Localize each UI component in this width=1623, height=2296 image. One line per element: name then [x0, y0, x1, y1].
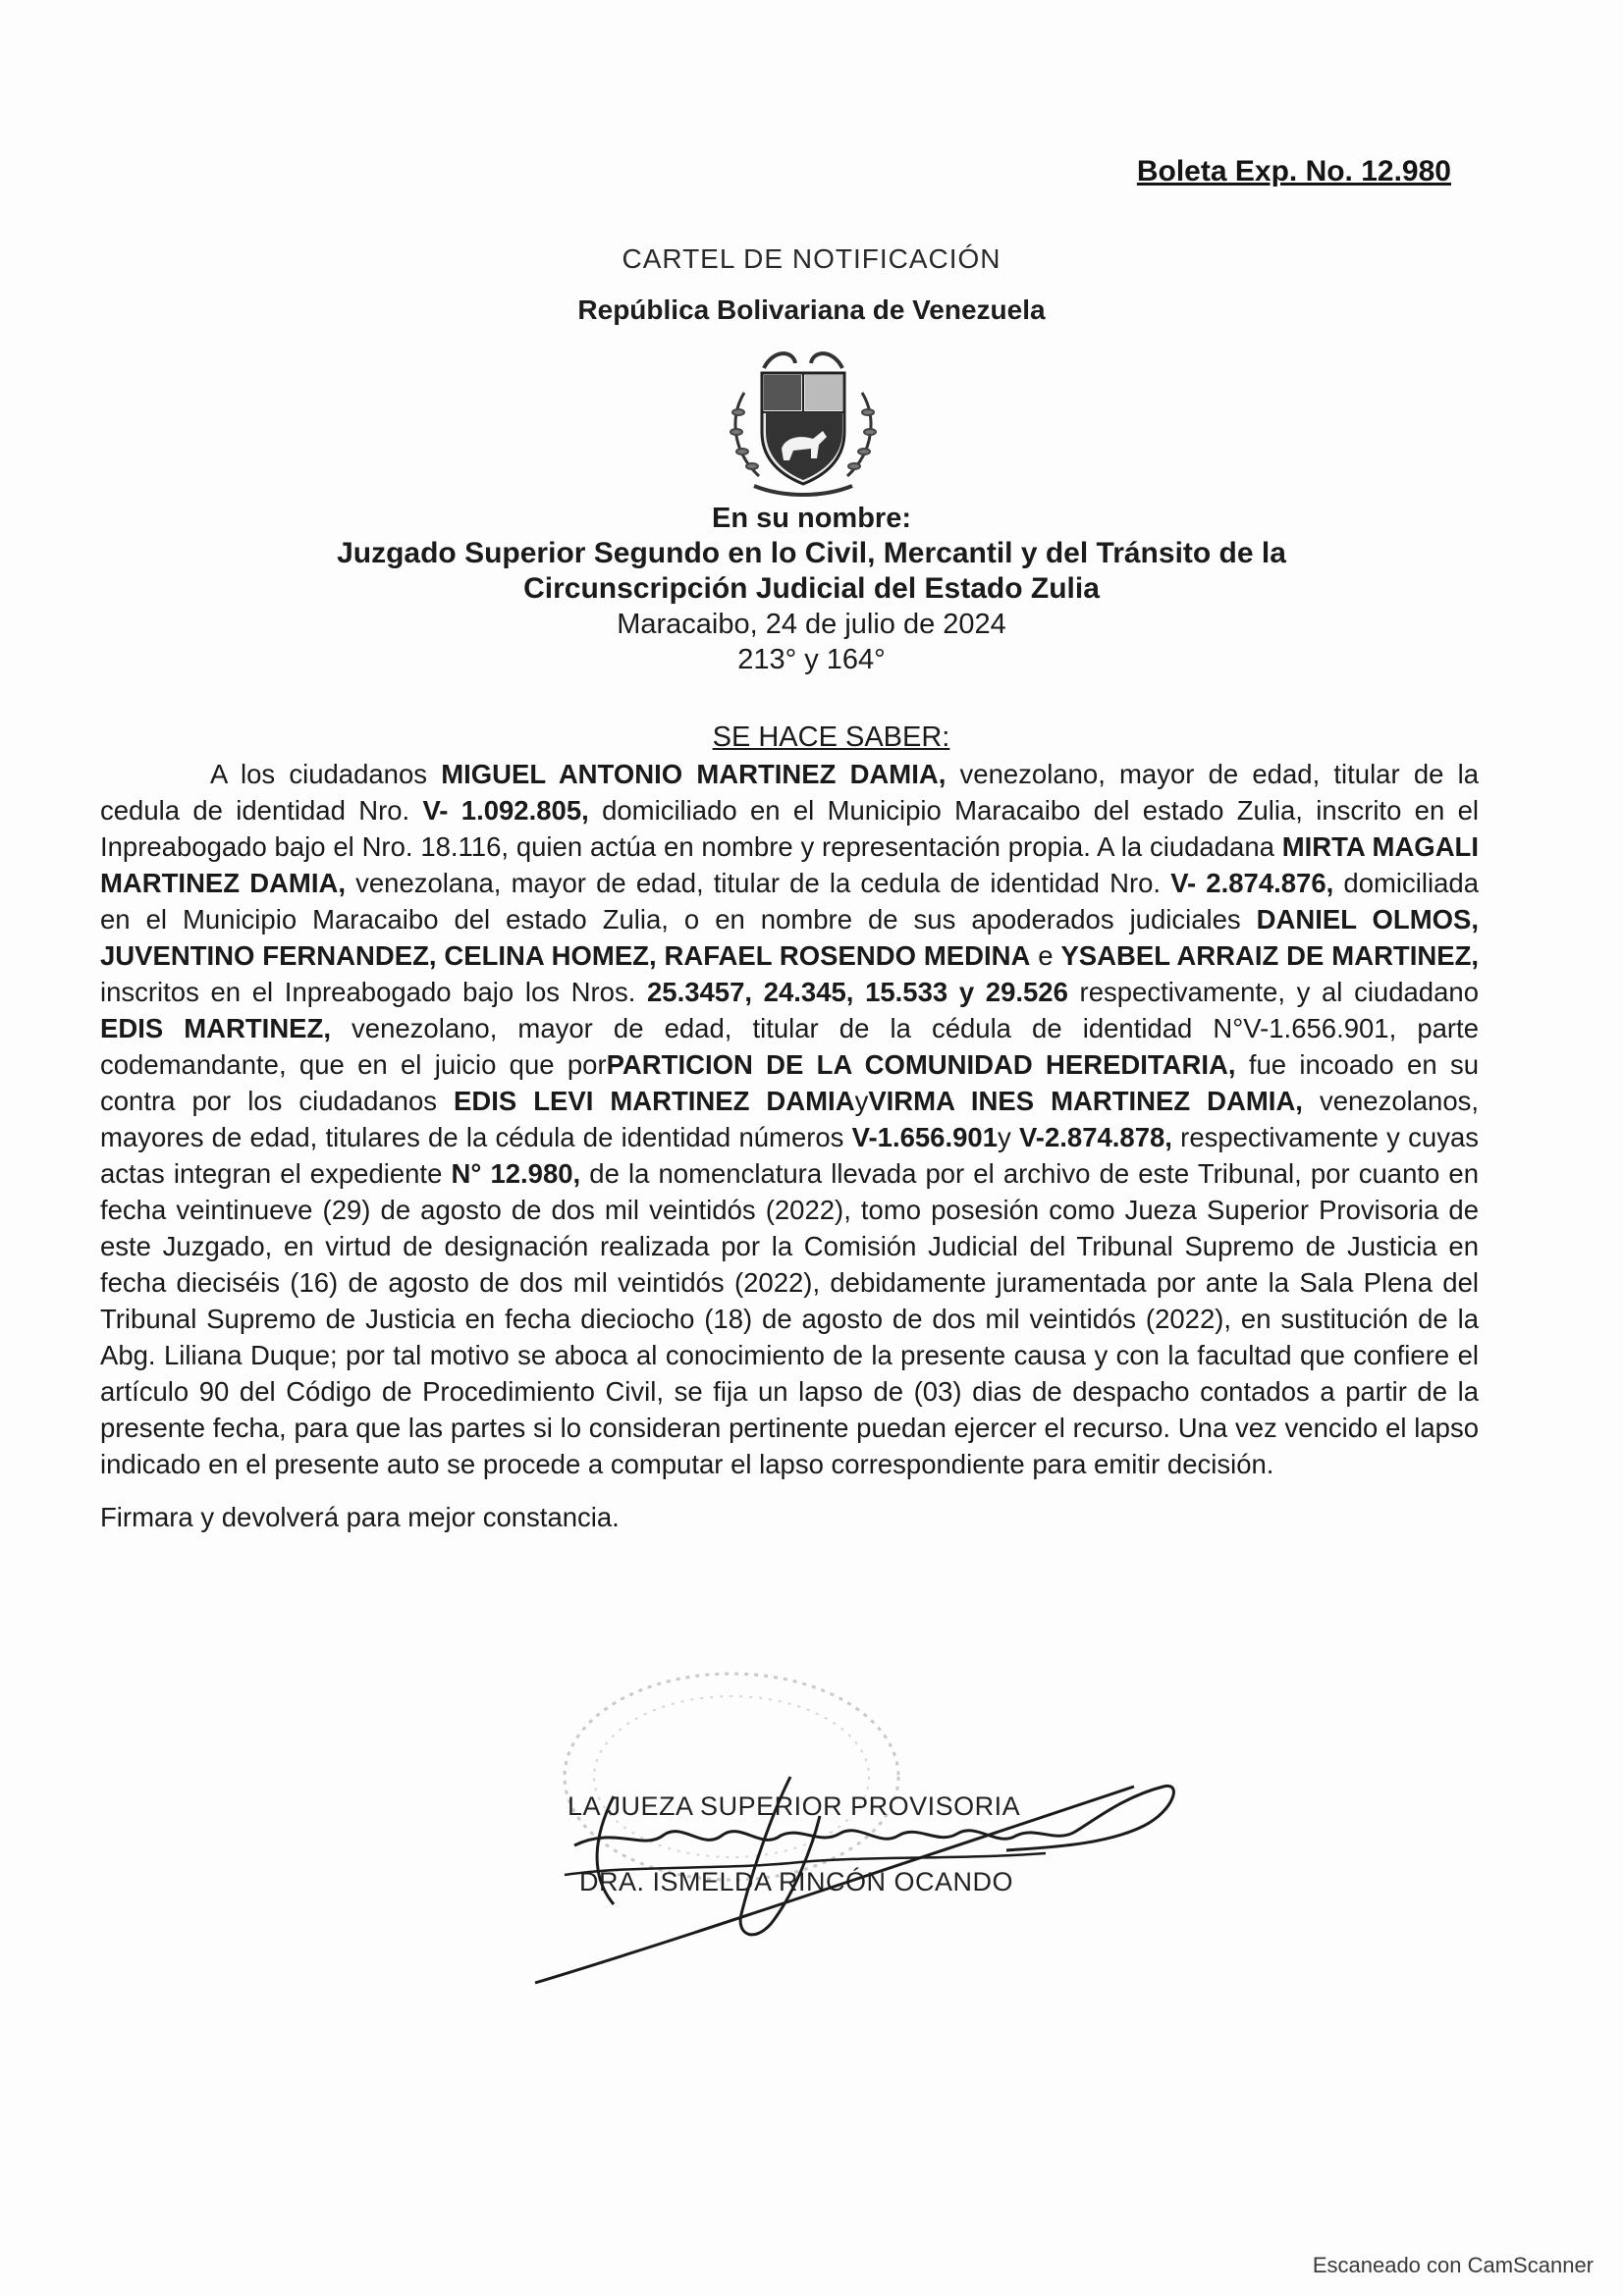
- boleta-exp-number: Boleta Exp. No. 12.980: [1136, 155, 1451, 187]
- juzgado-line-1: Juzgado Superior Segundo en lo Civil, Mercantil y del Tránsito de la: [337, 537, 1286, 569]
- cartel-title: CARTEL DE NOTIFICACIÓN: [622, 243, 1001, 274]
- coat-of-arms-icon: [715, 339, 892, 501]
- court-header: [0, 501, 1623, 677]
- firmara-line: Firmara y devolverá para mejor constancia.: [100, 1502, 620, 1532]
- juzgado-line-2: Circunscripción Judicial del Estado Zulia: [523, 572, 1100, 605]
- fecha-lugar: Maracaibo, 24 de julio de 2024: [617, 609, 1006, 640]
- signature-title: LA JUEZA SUPERIOR PROVISORIA: [568, 1791, 1021, 1821]
- en-su-nombre: En su nombre:: [711, 503, 911, 534]
- se-hace-saber-heading: SE HACE SABER:: [712, 721, 950, 753]
- camscanner-watermark: Escaneado con CamScanner: [1312, 2253, 1594, 2277]
- signature-name: DRA. ISMELDA RINCÓN OCANDO: [579, 1867, 1014, 1896]
- republica-heading: República Bolivariana de Venezuela: [577, 294, 1046, 325]
- anios-independencia: 213° y 164°: [737, 644, 886, 675]
- handwritten-signature-icon: [496, 1757, 1203, 1993]
- notification-body: A los ciudadanos MIGUEL ANTONIO MARTINEZ DAMIA, venezolano, mayor de edad, titular de la cedula de identidad Nro. V- 1.092.805, domiciliado en el Municipio Maracaibo del estado Zulia, inscrito en el Inpreabogado bajo el Nro. 18.116, quien actúa en nombre y representación propia. A la ciudadana MIRTA MAGALI MARTINEZ DAMIA, venezolana, mayor de edad, titular de la cedula de identidad Nro. V- 2.874.876, domiciliada en el Municipio Maracaibo del estado Zulia, o en nombre de sus apoderados judiciales DANIEL OLMOS, JUVENTINO FERNANDEZ, CELINA HOMEZ, RAFAEL ROSENDO MEDINA e YSABEL ARRAIZ DE MARTINEZ, inscritos en el Inpreabogado bajo los Nros. 25.3457, 24.345, 15.533 y 29.526 respectivamente, y al ciudadano EDIS MARTINEZ, venezolano, mayor de edad, titular de la cédula de identidad N°V-1.656.901, parte codemandante, que en el juicio que porPARTICION DE LA COMUNIDAD HEREDITARIA, fue incoado en su contra por los ciudadanos EDIS LEVI MARTINEZ DAMIAyVIRMA INES MARTINEZ DAMIA, venezolanos, mayores de edad, titulares de la cédula de identidad números V-1.656.901y V-2.874.878, respectivamente y cuyas actas integran el expediente N° 12.980, de la nomenclatura llevada por el archivo de este Tribunal, por cuanto en fecha veintinueve (29) de agosto de dos mil veintidós (2022), tomo posesión como Jueza Superior Provisoria de este Juzgado, en virtud de designación realizada por la Comisión Judicial del Tribunal Supremo de Justicia en fecha dieciséis (16) de agosto de dos mil veintidós (2022), debidamente juramentada por ante la Sala Plena del Tribunal Supremo de Justicia en fecha dieciocho (18) de agosto de dos mil veintidós (2022), en sustitución de la Abg. Liliana Duque; por tal motivo se aboca al conocimiento de la presente causa y con la facultad que confiere el artículo 90 del Código de Procedimiento Civil, se fija un lapso de (03) dias de despacho contados a partir de la presente fecha, para que las partes si lo consideran pertinente puedan ejercer el recurso. Una vez vencido el lapso indicado en el presente auto se procede a computar el lapso correspondiente para emitir decisión.: [100, 759, 1480, 1479]
